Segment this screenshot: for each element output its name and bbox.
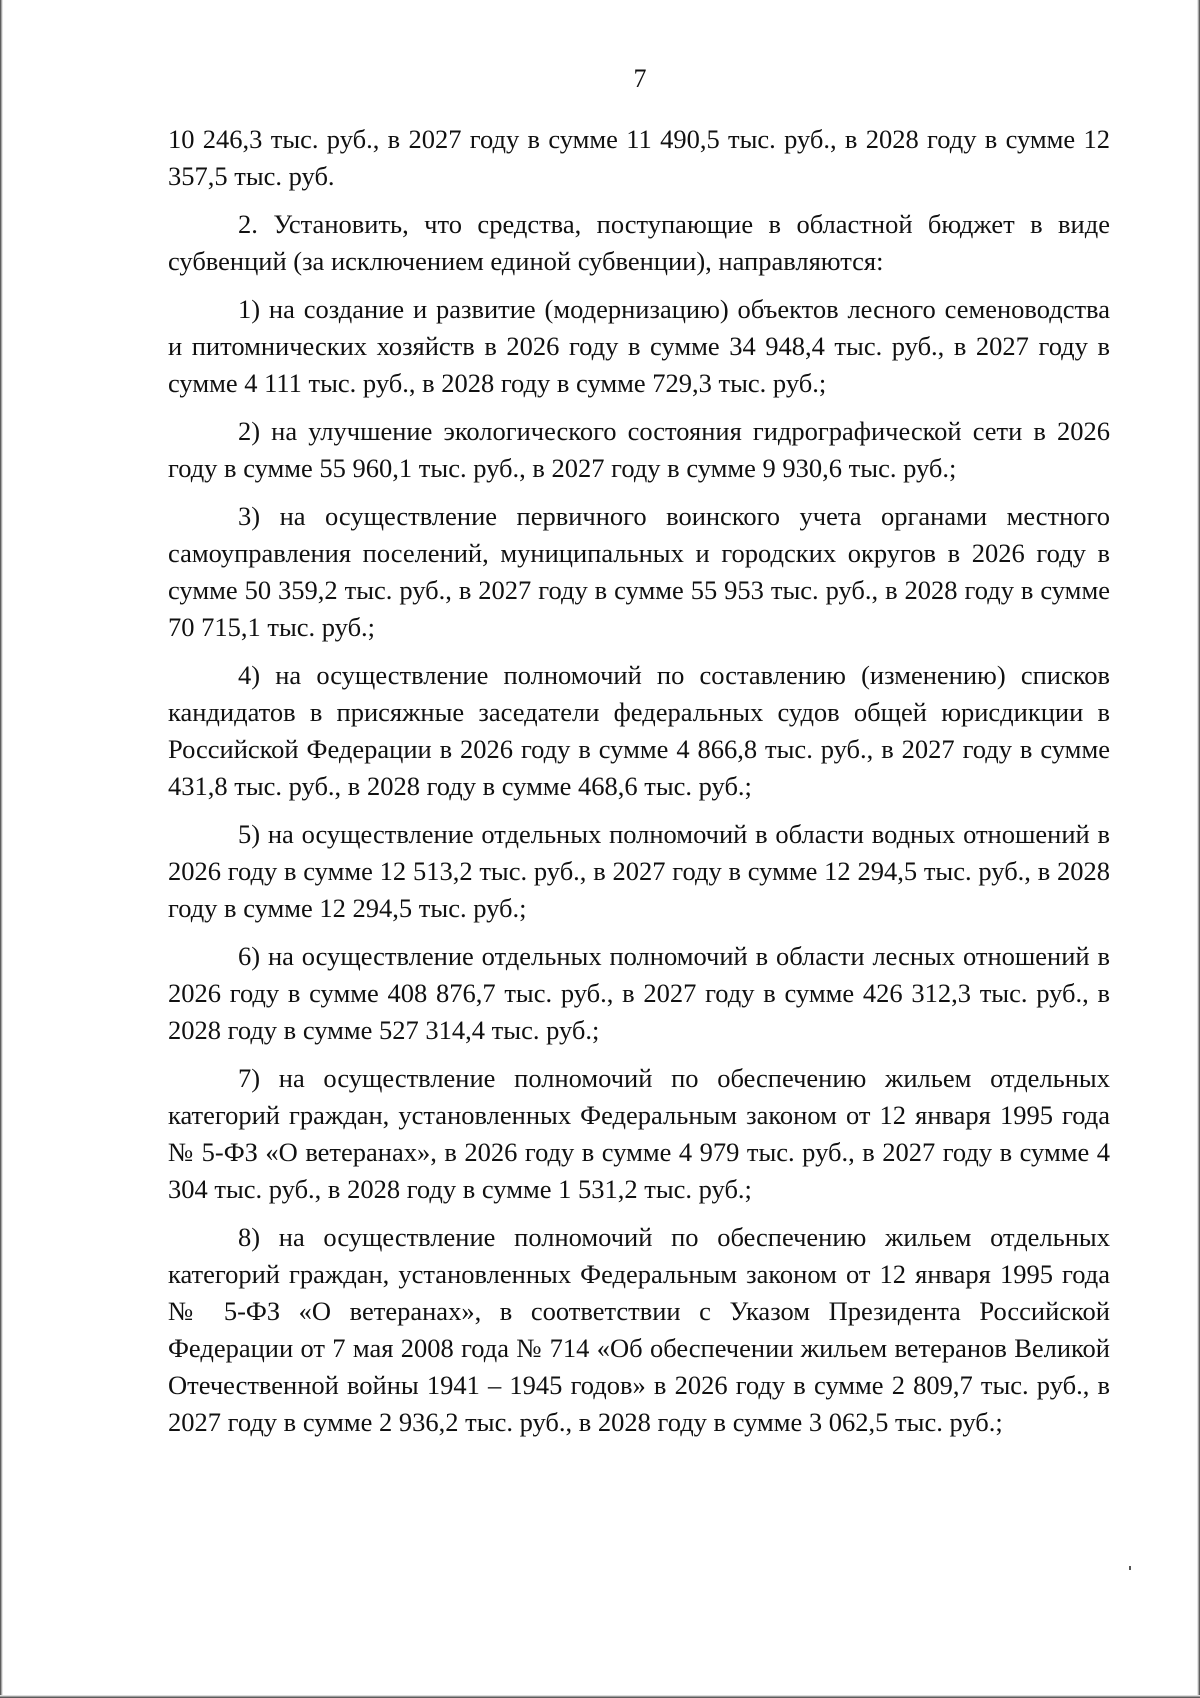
paragraph-clause-2: 2. Установить, что средства, поступающие в областной бюджет в виде субвенций (за исключением единой субвенции), направляются:	[168, 209, 1110, 276]
scan-speck	[1129, 1566, 1131, 1570]
list-item-5: 5) на осуществление отдельных полномочий в области водных отношений в 2026 году в сумме 12 513,2 тыс. руб., в 2027 году в сумме 12 294,5 тыс. руб., в 2028 году в сумме 12 294,5 тыс. руб.;	[168, 819, 1110, 923]
paragraph-continuation: 10 246,3 тыс. руб., в 2027 году в сумме 11 490,5 тыс. руб., в 2028 году в сумме 12 357,5 тыс. руб.	[168, 124, 1110, 191]
list-item-1: 1) на создание и развитие (модернизацию) объектов лесного семеноводства и питомнических хозяйств в 2026 году в сумме 34 948,4 тыс. руб., в 2027 году в сумме 4 111 тыс. руб., в 2028 году в сумме 729,3 тыс. руб.;	[168, 294, 1110, 398]
list-item-6: 6) на осуществление отдельных полномочий в области лесных отношений в 2026 году в сумме 408 876,7 тыс. руб., в 2027 году в сумме 426 312,3 тыс. руб., в 2028 году в сумме 527 314,4 тыс. руб.;	[168, 941, 1110, 1045]
list-item-2: 2) на улучшение экологического состояния гидрографической сети в 2026 году в сумме 55 960,1 тыс. руб., в 2027 году в сумме 9 930,6 тыс. руб.;	[168, 416, 1110, 483]
list-item-3: 3) на осуществление первичного воинского учета органами местного самоуправления поселений, муниципальных и городских округов в 2026 году в сумме 50 359,2 тыс. руб., в 2027 году в сумме 55 953 тыс. руб., в 2028 году в сумме 70 715,1 тыс. руб.;	[168, 501, 1110, 642]
list-item-7: 7) на осуществление полномочий по обеспечению жильем отдельных категорий граждан, установленных Федеральным законом от 12 января 1995 года № 5-ФЗ «О ветеранах», в 2026 году в сумме 4 979 тыс. руб., в 2027 году в сумме 4 304 тыс. руб., в 2028 году в сумме 1 531,2 тыс. руб.;	[168, 1063, 1110, 1204]
list-item-8: 8) на осуществление полномочий по обеспечению жильем отдельных категорий граждан, установленных Федеральным законом от 12 января 1995 года № 5-ФЗ «О ветеранах», в соответствии с Указом Президента Российской Федерации от 7 мая 2008 года № 714 «Об обеспечении жильем ветеранов Великой Отечественной войны 1941 – 1945 годов» в 2026 году в сумме 2 809,7 тыс. руб., в 2027 году в сумме 2 936,2 тыс. руб., в 2028 году в сумме 3 062,5 тыс. руб.;	[168, 1222, 1110, 1437]
list-item-4: 4) на осуществление полномочий по составлению (изменению) списков кандидатов в присяжные заседатели федеральных судов общей юрисдикции в Российской Федерации в 2026 году в сумме 4 866,8 тыс. руб., в 2027 году в сумме 431,8 тыс. руб., в 2028 году в сумме 468,6 тыс. руб.;	[168, 660, 1110, 801]
document-body	[168, 121, 1110, 1452]
page-number: 7	[633, 64, 647, 93]
scan-edge-left	[0, 0, 3, 1698]
